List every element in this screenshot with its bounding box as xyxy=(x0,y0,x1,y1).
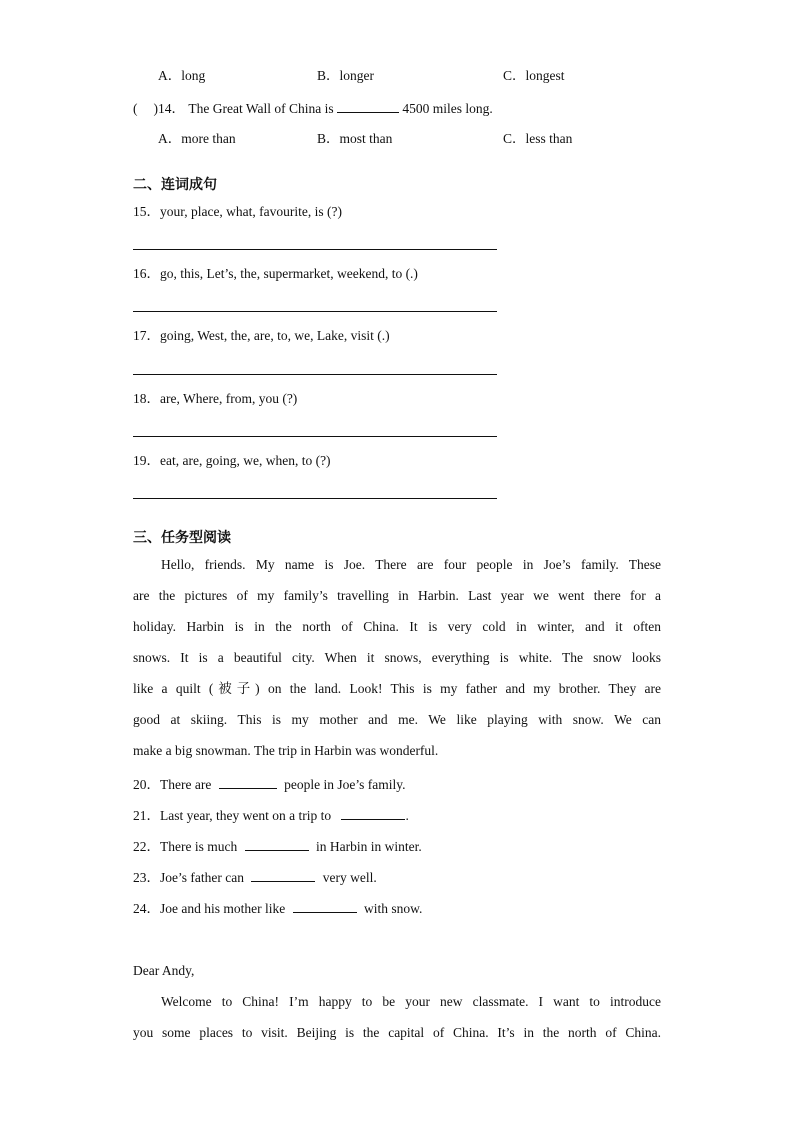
passage-line: holiday. Harbin is in the north of China. It is very cold in winter, and it often xyxy=(133,619,661,634)
q20-blank[interactable] xyxy=(219,775,277,789)
q22-pre: 22．There is much xyxy=(133,839,238,854)
q21-blank[interactable] xyxy=(341,806,405,820)
q14-option-b: B．most than xyxy=(317,131,393,146)
q24 xyxy=(133,899,422,918)
q13-option-b: B．longer xyxy=(317,68,374,83)
q14-option-c: C．less than xyxy=(503,131,573,146)
q13-option-a: A．long xyxy=(158,68,206,83)
q13-option-c: C．longest xyxy=(503,68,565,83)
letter-body xyxy=(133,986,661,1017)
q19-prompt: 19．eat, are, going, we, when, to (?) xyxy=(133,453,331,468)
q23-blank[interactable] xyxy=(251,868,315,882)
q22-post: in Harbin in winter. xyxy=(315,839,422,854)
q18-answer-line[interactable] xyxy=(133,436,497,437)
q19-answer-line[interactable] xyxy=(133,498,497,499)
section3-title: 三、任务型阅读 xyxy=(133,530,231,546)
passage-line: like a quilt (被子) on the land. Look! This is my father and my brother. They are xyxy=(133,681,661,696)
q24-pre: 24．Joe and his mother like xyxy=(133,901,286,916)
q23-post: very well. xyxy=(322,870,377,885)
q14-blank[interactable] xyxy=(337,99,399,113)
section2-title: 二、连词成句 xyxy=(133,177,217,193)
q23-pre: 23．Joe’s father can xyxy=(133,870,244,885)
q22 xyxy=(133,837,422,856)
passage-line: make a big snowman. The trip in Harbin was wonderful. xyxy=(133,743,439,758)
q17-answer-line[interactable] xyxy=(133,374,497,375)
q14-number: )14． xyxy=(153,101,185,116)
q23 xyxy=(133,868,377,887)
q21 xyxy=(133,806,409,825)
letter-line: you some places to visit. Beijing is the capital of China. It’s in the north of China. xyxy=(133,1025,661,1040)
q14-stem-b: 4500 miles long. xyxy=(402,101,493,116)
q21-post: . xyxy=(405,808,409,823)
q14-stem-a: The Great Wall of China is xyxy=(188,101,334,116)
q16-prompt: 16．go, this, Let’s, the, supermarket, weekend, to (.) xyxy=(133,266,418,281)
letter-greeting: Dear Andy, xyxy=(133,963,195,978)
q15-answer-line[interactable] xyxy=(133,249,497,250)
q14-paren-open: ( xyxy=(133,101,138,116)
q20-pre: 20．There are xyxy=(133,777,212,792)
q20 xyxy=(133,775,405,794)
q24-blank[interactable] xyxy=(293,899,357,913)
q14-question xyxy=(133,99,493,118)
passage-line: are the pictures of my family’s travelling in Harbin. Last year we went there for a xyxy=(133,588,661,603)
q22-blank[interactable] xyxy=(245,837,309,851)
q15-prompt: 15．your, place, what, favourite, is (?) xyxy=(133,204,343,219)
q18-prompt: 18．are, Where, from, you (?) xyxy=(133,391,298,406)
q24-post: with snow. xyxy=(363,901,423,916)
letter-body-cont xyxy=(133,1017,661,1048)
reading-passage-body xyxy=(133,580,661,766)
q16-answer-line[interactable] xyxy=(133,311,497,312)
q17-prompt: 17．going, West, the, are, to, we, Lake, visit (.) xyxy=(133,328,390,343)
q14-option-a: A．more than xyxy=(158,131,236,146)
passage-line: good at skiing. This is my mother and me. We like playing with snow. We can xyxy=(133,712,661,727)
q21-pre: 21．Last year, they went on a trip to xyxy=(133,808,332,823)
q20-post: people in Joe’s family. xyxy=(284,777,406,792)
passage-line: Hello, friends. My name is Joe. There are four people in Joe’s family. These xyxy=(161,557,661,572)
letter-line: Welcome to China! I’m happy to be your new classmate. I want to introduce xyxy=(161,994,661,1009)
reading-passage xyxy=(133,549,661,580)
passage-line: snows. It is a beautiful city. When it snows, everything is white. The snow looks xyxy=(133,650,661,665)
